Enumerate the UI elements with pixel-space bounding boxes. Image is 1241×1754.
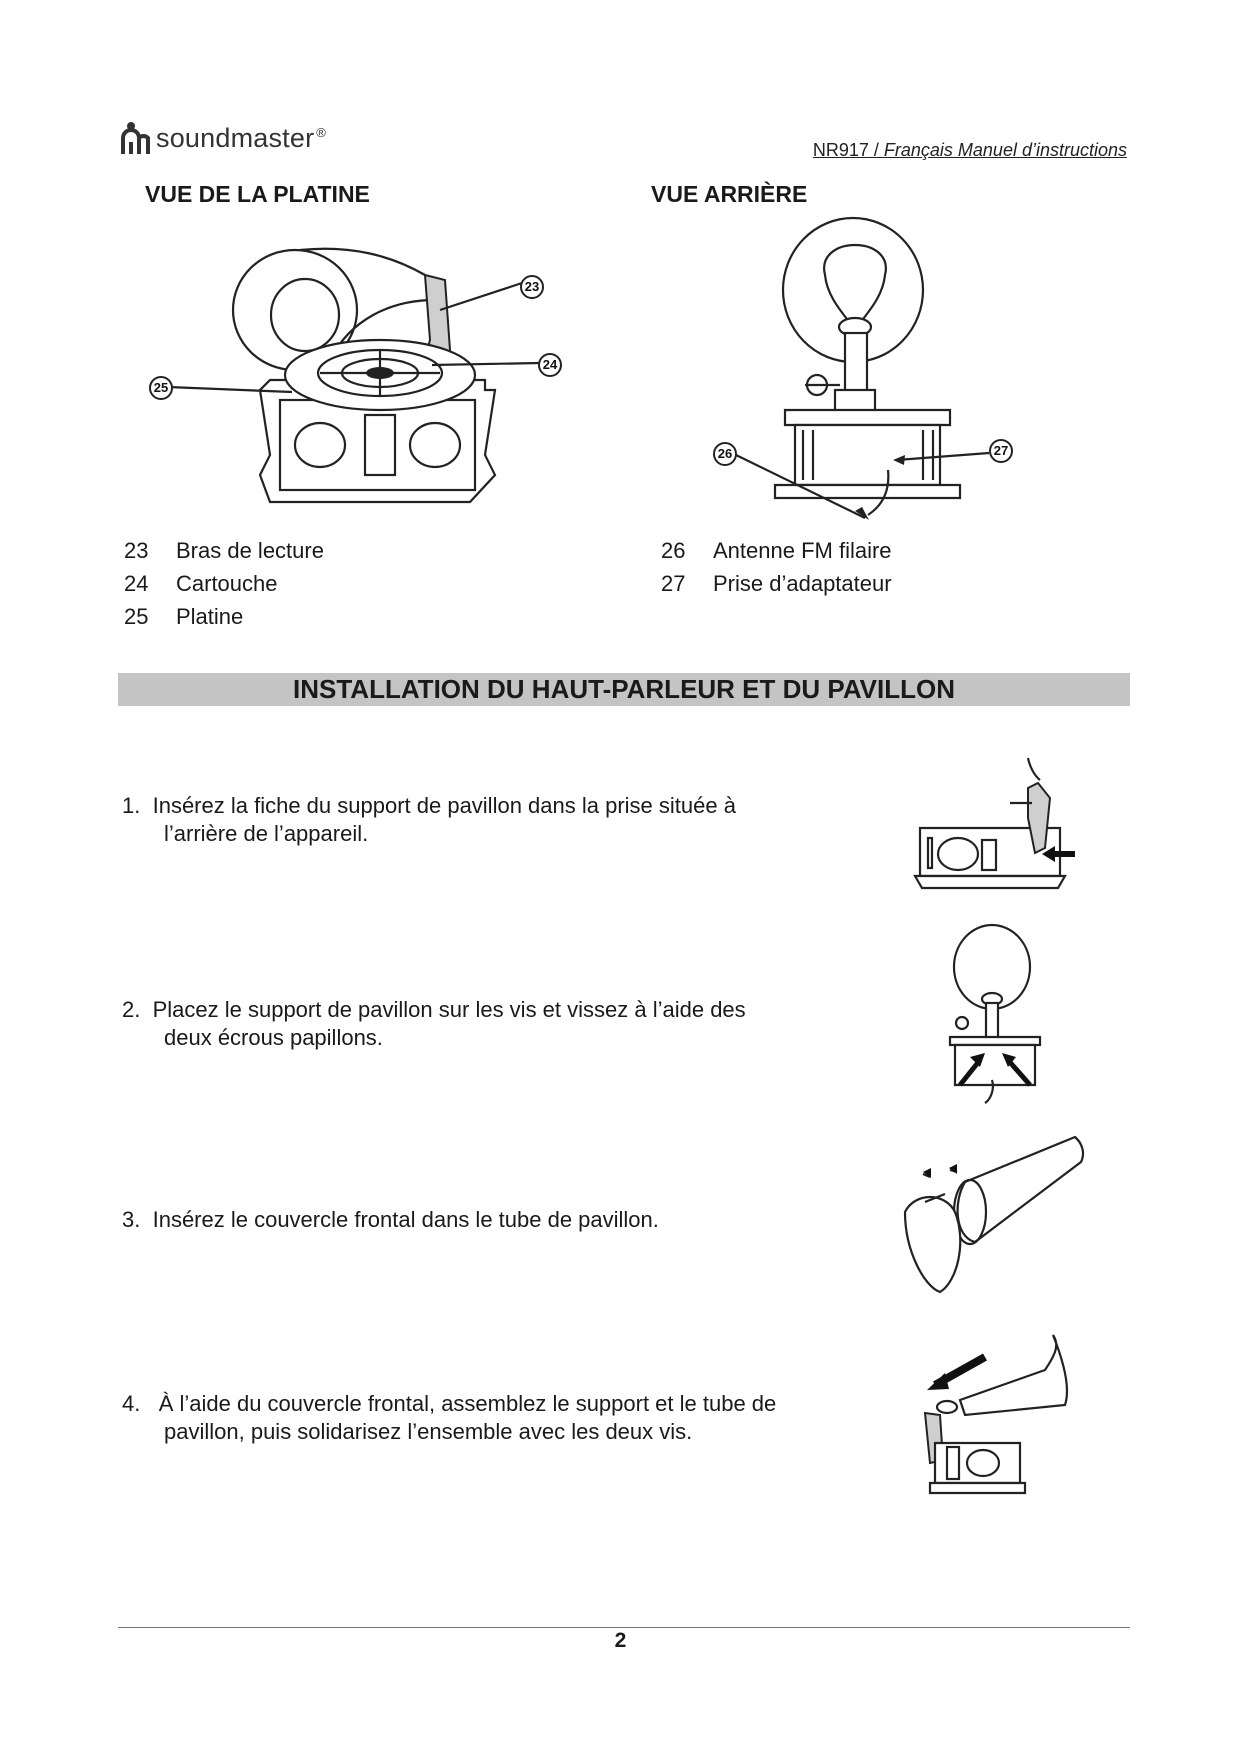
callout-23	[521, 276, 543, 298]
document-reference: NR917 / Français Manuel d’instructions	[812, 140, 1127, 160]
legend-item: 27 Prise d’adaptateur	[661, 571, 892, 596]
svg-text:23: 23	[524, 279, 540, 294]
callout-27	[990, 440, 1012, 462]
top-view-legend	[124, 534, 324, 633]
model-number: NR917	[812, 140, 869, 160]
callout-26	[714, 443, 736, 465]
svg-text:26: 26	[717, 446, 733, 461]
step-2-illustration	[940, 925, 1050, 1105]
page-number: 2	[614, 1629, 627, 1652]
brand-name: soundmaster ®	[156, 122, 327, 153]
step-3-illustration	[895, 1132, 1095, 1307]
top-view-title: VUE DE LA PLATINE	[145, 181, 370, 207]
legend-item: 26 Antenne FM filaire	[661, 538, 892, 563]
soundmaster-logo-icon	[120, 120, 150, 156]
rear-view-legend	[661, 534, 892, 600]
footer-divider	[118, 1627, 1130, 1628]
rear-view-title: VUE ARRIÈRE	[651, 181, 808, 207]
turntable-top-view-illustration	[140, 240, 580, 520]
turntable-rear-view-illustration	[705, 215, 1045, 535]
brand-logo	[120, 120, 326, 156]
installation-step-2: 2. Placez le support de pavillon sur les vis et vissez à l’aide des deux écrous papillons.	[122, 997, 746, 1050]
legend-item: 23 Bras de lecture	[124, 538, 324, 563]
installation-step-4: 4. À l’aide du couvercle frontal, assemblez le support et le tube de pavillon, puis solidarisez l’ensemble avec les deux vis.	[122, 1391, 777, 1444]
installation-step-1: 1. Insérez la fiche du support de pavillon dans la prise située à l’arrière de l’appareil.	[122, 793, 736, 846]
installation-step-3: 3. Insérez le couvercle frontal dans le tube de pavillon.	[122, 1207, 659, 1232]
manual-language: Français Manuel d’instructions	[883, 140, 1127, 160]
legend-item: 25 Platine	[124, 604, 244, 629]
svg-text:25: 25	[153, 380, 169, 395]
legend-item: 24 Cartouche	[124, 571, 278, 596]
step-4-illustration	[905, 1335, 1075, 1500]
svg-text:27: 27	[993, 443, 1009, 458]
callout-24	[539, 354, 561, 376]
installation-section-banner: INSTALLATION DU HAUT-PARLEUR ET DU PAVILLON	[118, 673, 1130, 706]
svg-text:24: 24	[542, 357, 558, 372]
step-1-illustration	[910, 758, 1080, 898]
callout-25	[150, 377, 172, 399]
